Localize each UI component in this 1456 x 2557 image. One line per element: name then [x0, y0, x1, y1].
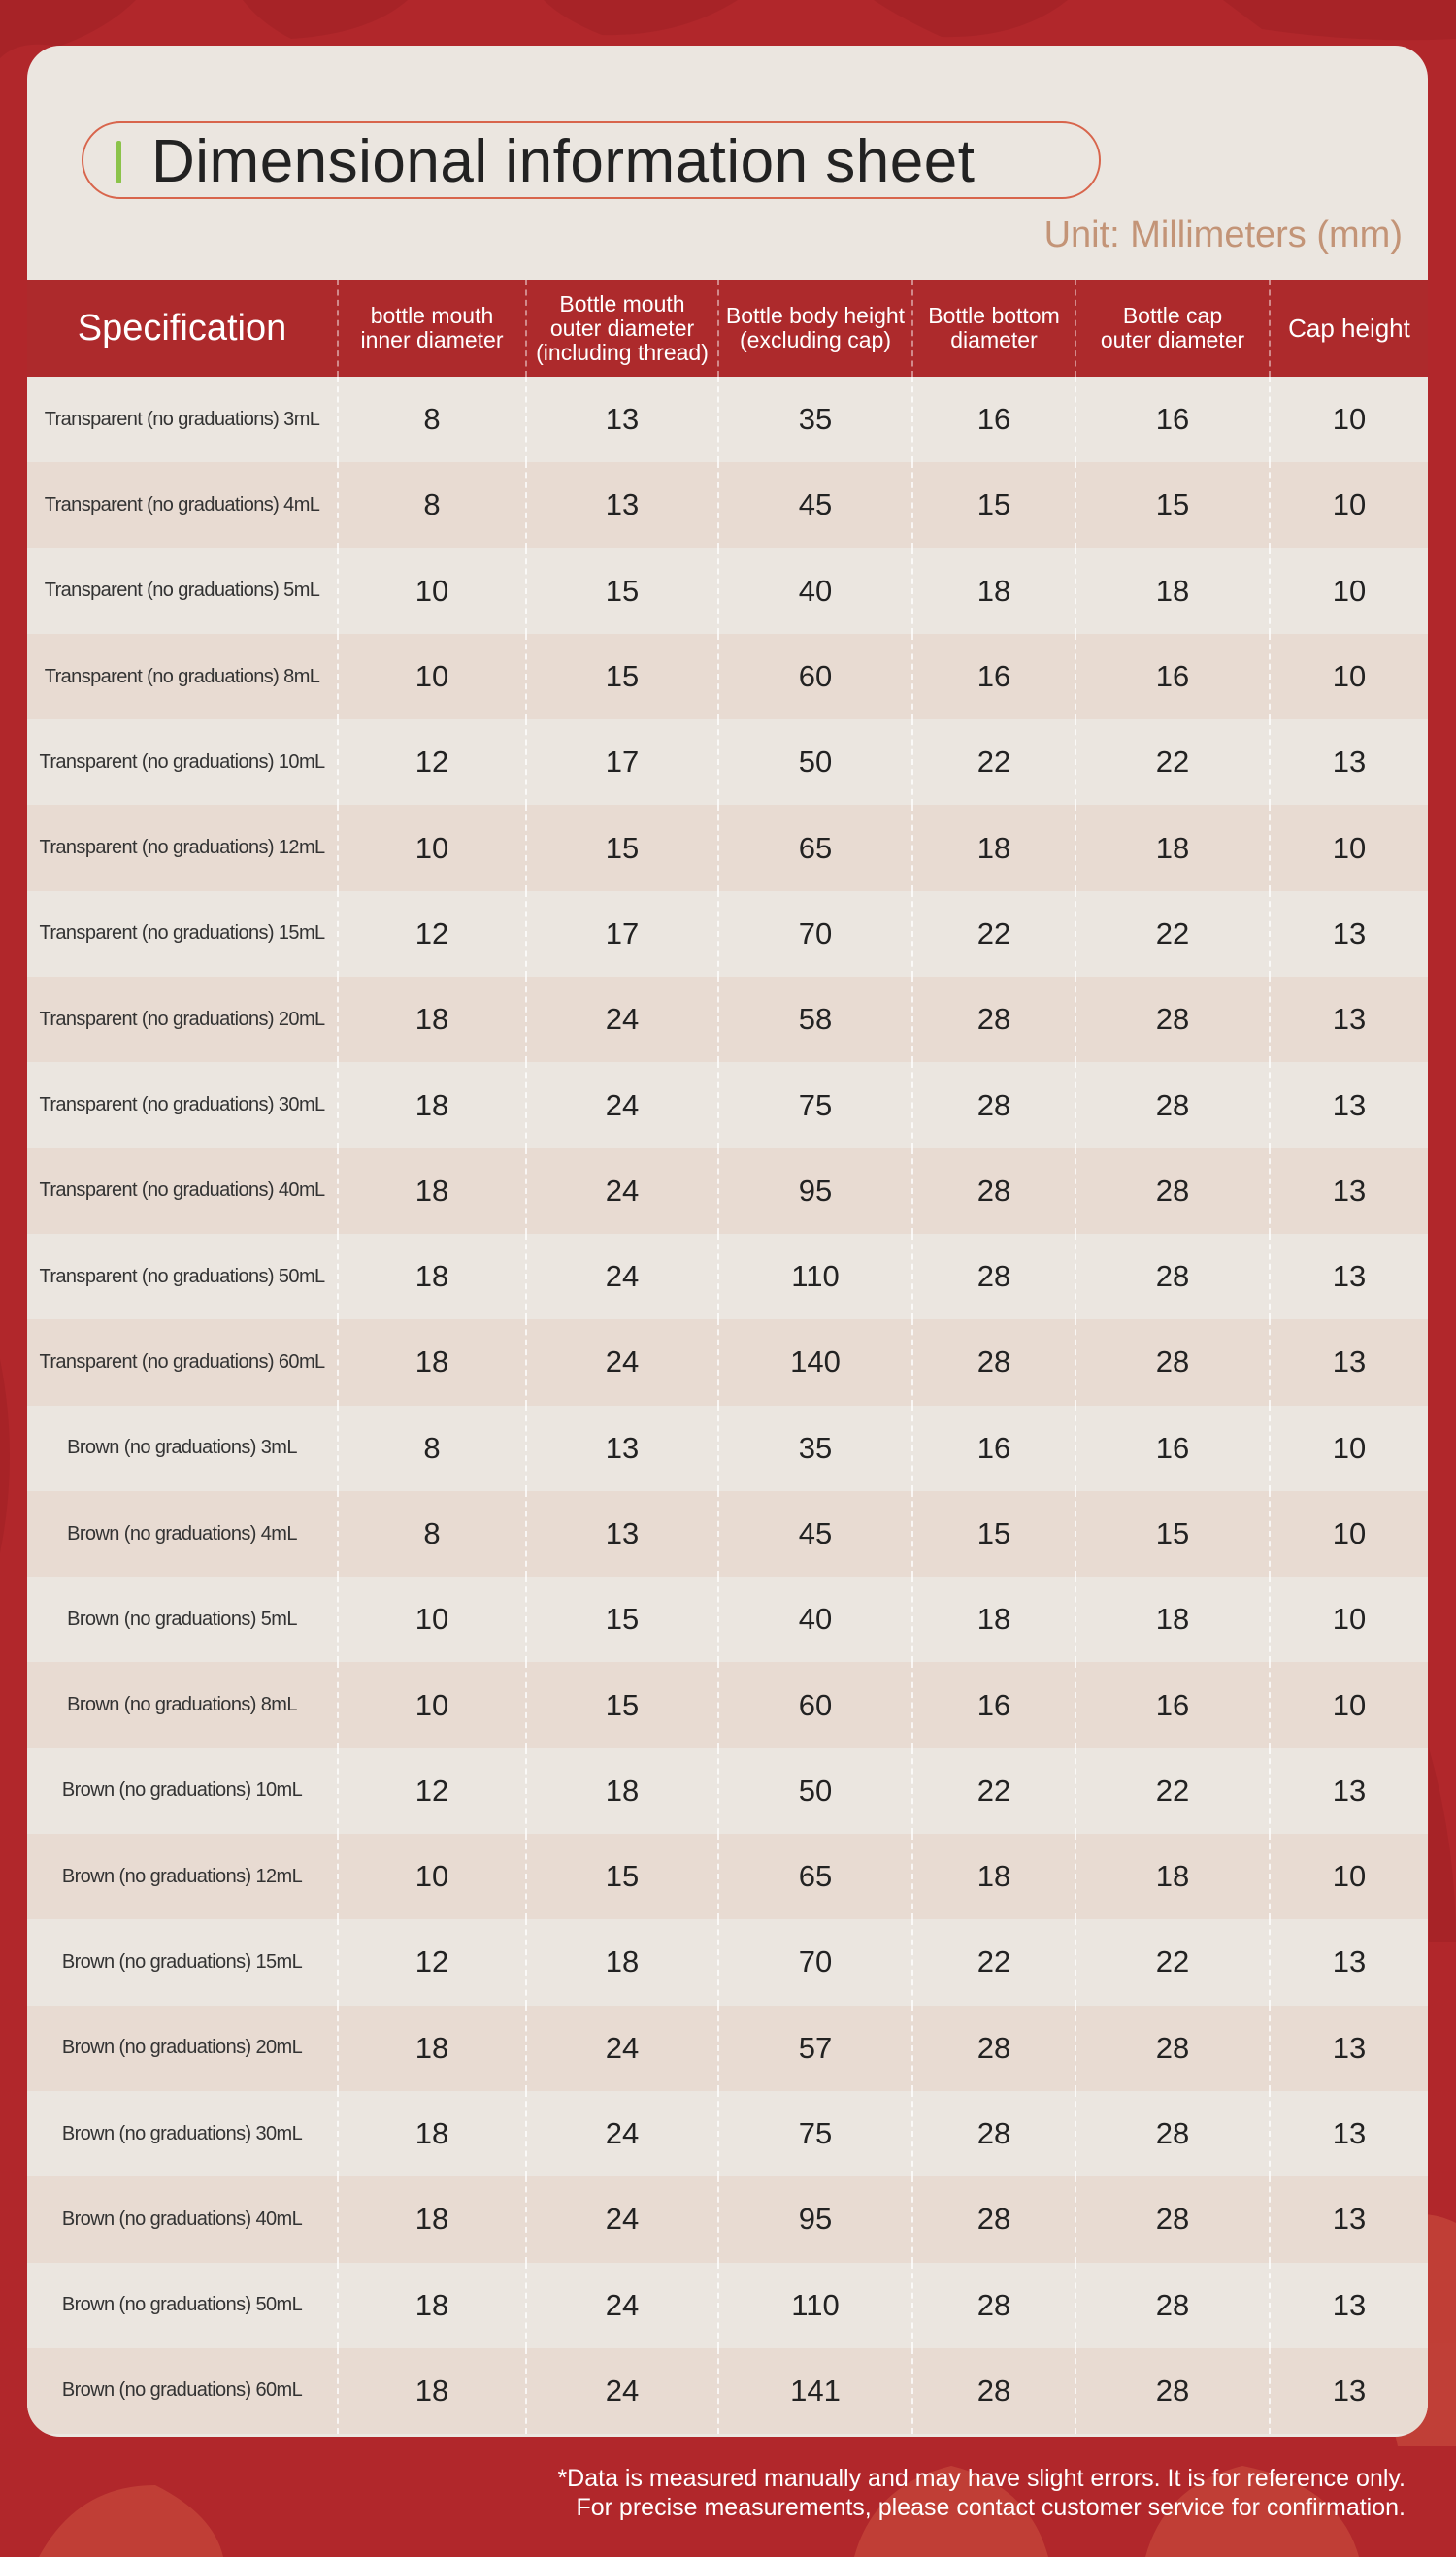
body-height-cell: 50	[718, 1748, 912, 1834]
cap-outer-cell: 16	[1075, 377, 1270, 462]
mouth-inner-cell: 8	[338, 1406, 526, 1491]
spec-cell: Brown (no graduations) 4mL	[27, 1491, 338, 1577]
bottom-diameter-cell: 15	[912, 462, 1075, 548]
cap-outer-cell: 28	[1075, 2263, 1270, 2348]
spec-cell: Brown (no graduations) 10mL	[27, 1748, 338, 1834]
header-cap-outer-diameter: Bottle cap outer diameter	[1075, 280, 1270, 377]
mouth-inner-cell: 8	[338, 377, 526, 462]
mouth-inner-cell: 10	[338, 1577, 526, 1662]
body-height-cell: 95	[718, 2176, 912, 2262]
body-height-cell: 40	[718, 1577, 912, 1662]
mouth-inner-cell: 18	[338, 2176, 526, 2262]
spec-cell: Brown (no graduations) 5mL	[27, 1577, 338, 1662]
bottom-diameter-cell: 28	[912, 2006, 1075, 2091]
body-height-cell: 70	[718, 1919, 912, 2005]
mouth-inner-cell: 8	[338, 1491, 526, 1577]
mouth-outer-cell: 24	[526, 2263, 718, 2348]
header-body-height: Bottle body height (excluding cap)	[718, 280, 912, 377]
spec-cell: Brown (no graduations) 8mL	[27, 1662, 338, 1747]
mouth-inner-cell: 10	[338, 548, 526, 634]
body-height-cell: 65	[718, 1834, 912, 1919]
body-height-cell: 75	[718, 2091, 912, 2176]
table-row	[27, 462, 1428, 548]
table-row	[27, 1834, 1428, 1919]
spec-cell: Brown (no graduations) 30mL	[27, 2091, 338, 2176]
cap-outer-cell: 28	[1075, 1062, 1270, 1147]
table-row	[27, 377, 1428, 462]
cap-height-cell: 13	[1270, 719, 1428, 805]
spec-cell: Transparent (no graduations) 50mL	[27, 1234, 338, 1319]
body-height-cell: 35	[718, 377, 912, 462]
mouth-outer-cell: 24	[526, 1319, 718, 1405]
cap-height-cell: 10	[1270, 1491, 1428, 1577]
spec-cell: Transparent (no graduations) 12mL	[27, 805, 338, 890]
mouth-outer-cell: 24	[526, 977, 718, 1062]
mouth-outer-cell: 24	[526, 1148, 718, 1234]
mouth-outer-cell: 24	[526, 2176, 718, 2262]
cap-height-cell: 10	[1270, 377, 1428, 462]
mouth-inner-cell: 18	[338, 2263, 526, 2348]
mouth-inner-cell: 18	[338, 1062, 526, 1147]
mouth-outer-cell: 24	[526, 2006, 718, 2091]
bottom-diameter-cell: 16	[912, 634, 1075, 719]
table-row	[27, 1748, 1428, 1834]
cap-outer-cell: 16	[1075, 1662, 1270, 1747]
header-cap-height: Cap height	[1270, 280, 1428, 377]
cap-outer-cell: 18	[1075, 805, 1270, 890]
header-specification: Specification	[27, 280, 338, 377]
spec-cell: Brown (no graduations) 50mL	[27, 2263, 338, 2348]
spec-cell: Transparent (no graduations) 4mL	[27, 462, 338, 548]
mouth-inner-cell: 12	[338, 1919, 526, 2005]
cap-outer-cell: 28	[1075, 1234, 1270, 1319]
mouth-inner-cell: 10	[338, 805, 526, 890]
table-header-row	[27, 280, 1428, 377]
bottom-diameter-cell: 28	[912, 1148, 1075, 1234]
footnote-line-2: For precise measurements, please contact customer service for confirmation.	[576, 2494, 1406, 2521]
spec-cell: Brown (no graduations) 3mL	[27, 1406, 338, 1491]
cap-outer-cell: 28	[1075, 2091, 1270, 2176]
mouth-outer-cell: 13	[526, 462, 718, 548]
title-pill	[82, 121, 1101, 199]
mouth-outer-cell: 24	[526, 1234, 718, 1319]
body-height-cell: 60	[718, 634, 912, 719]
bottom-diameter-cell: 28	[912, 2091, 1075, 2176]
table-row	[27, 2091, 1428, 2176]
mouth-inner-cell: 18	[338, 1148, 526, 1234]
dimension-table	[27, 280, 1428, 2434]
spec-cell: Transparent (no graduations) 8mL	[27, 634, 338, 719]
mouth-outer-cell: 15	[526, 548, 718, 634]
header-mouth-outer-diameter: Bottle mouth outer diameter (including thread)	[526, 280, 718, 377]
bottom-diameter-cell: 22	[912, 719, 1075, 805]
cap-outer-cell: 18	[1075, 1577, 1270, 1662]
bottom-diameter-cell: 22	[912, 1748, 1075, 1834]
bottom-diameter-cell: 28	[912, 1062, 1075, 1147]
cap-height-cell: 13	[1270, 977, 1428, 1062]
footnote-line-1: *Data is measured manually and may have slight errors. It is for reference only.	[557, 2465, 1406, 2492]
body-height-cell: 40	[718, 548, 912, 634]
bottom-diameter-cell: 15	[912, 1491, 1075, 1577]
mouth-outer-cell: 13	[526, 1406, 718, 1491]
table-row	[27, 2006, 1428, 2091]
spec-cell: Transparent (no graduations) 5mL	[27, 548, 338, 634]
cap-outer-cell: 28	[1075, 1148, 1270, 1234]
table-row	[27, 1148, 1428, 1234]
mouth-outer-cell: 17	[526, 719, 718, 805]
mouth-outer-cell: 15	[526, 805, 718, 890]
table-row	[27, 634, 1428, 719]
bottom-diameter-cell: 22	[912, 891, 1075, 977]
cap-height-cell: 13	[1270, 1062, 1428, 1147]
cap-height-cell: 10	[1270, 1834, 1428, 1919]
spec-cell: Transparent (no graduations) 20mL	[27, 977, 338, 1062]
mouth-outer-cell: 15	[526, 1577, 718, 1662]
table-row	[27, 2263, 1428, 2348]
dimension-sheet-card	[27, 46, 1428, 2437]
body-height-cell: 70	[718, 891, 912, 977]
bottom-diameter-cell: 28	[912, 2176, 1075, 2262]
cap-height-cell: 10	[1270, 634, 1428, 719]
table-row	[27, 1062, 1428, 1147]
cap-height-cell: 13	[1270, 2176, 1428, 2262]
bottom-diameter-cell: 16	[912, 1662, 1075, 1747]
table-row	[27, 891, 1428, 977]
cap-outer-cell: 28	[1075, 2348, 1270, 2434]
bottom-diameter-cell: 18	[912, 1577, 1075, 1662]
cap-height-cell: 13	[1270, 1148, 1428, 1234]
body-height-cell: 110	[718, 2263, 912, 2348]
cap-height-cell: 10	[1270, 462, 1428, 548]
bottom-diameter-cell: 28	[912, 2263, 1075, 2348]
bottom-diameter-cell: 22	[912, 1919, 1075, 2005]
cap-height-cell: 10	[1270, 1406, 1428, 1491]
spec-cell: Transparent (no graduations) 15mL	[27, 891, 338, 977]
body-height-cell: 45	[718, 1491, 912, 1577]
body-height-cell: 110	[718, 1234, 912, 1319]
table-row	[27, 719, 1428, 805]
mouth-outer-cell: 24	[526, 1062, 718, 1147]
table-row	[27, 1662, 1428, 1747]
mouth-outer-cell: 15	[526, 1662, 718, 1747]
header-bottom-diameter: Bottle bottom diameter	[912, 280, 1075, 377]
footnote	[557, 2464, 1406, 2522]
cap-outer-cell: 15	[1075, 462, 1270, 548]
title-accent-bar	[116, 141, 121, 183]
header-mouth-inner-diameter: bottle mouth inner diameter	[338, 280, 526, 377]
mouth-outer-cell: 13	[526, 377, 718, 462]
mouth-inner-cell: 12	[338, 719, 526, 805]
cap-outer-cell: 16	[1075, 634, 1270, 719]
cap-height-cell: 10	[1270, 1577, 1428, 1662]
body-height-cell: 50	[718, 719, 912, 805]
body-height-cell: 35	[718, 1406, 912, 1491]
table-row	[27, 2176, 1428, 2262]
body-height-cell: 140	[718, 1319, 912, 1405]
body-height-cell: 95	[718, 1148, 912, 1234]
table-row	[27, 548, 1428, 634]
cap-height-cell: 13	[1270, 1748, 1428, 1834]
cap-outer-cell: 22	[1075, 1919, 1270, 2005]
bottom-diameter-cell: 18	[912, 805, 1075, 890]
mouth-inner-cell: 10	[338, 1834, 526, 1919]
spec-cell: Brown (no graduations) 15mL	[27, 1919, 338, 2005]
mouth-outer-cell: 15	[526, 634, 718, 719]
table-row	[27, 1919, 1428, 2005]
mouth-inner-cell: 18	[338, 1319, 526, 1405]
table-row	[27, 977, 1428, 1062]
cap-height-cell: 10	[1270, 805, 1428, 890]
cap-outer-cell: 18	[1075, 1834, 1270, 1919]
cap-height-cell: 13	[1270, 1919, 1428, 2005]
mouth-outer-cell: 24	[526, 2348, 718, 2434]
table-row	[27, 1234, 1428, 1319]
spec-cell: Transparent (no graduations) 10mL	[27, 719, 338, 805]
table-row	[27, 1491, 1428, 1577]
body-height-cell: 45	[718, 462, 912, 548]
spec-cell: Brown (no graduations) 60mL	[27, 2348, 338, 2434]
body-height-cell: 58	[718, 977, 912, 1062]
cap-outer-cell: 22	[1075, 1748, 1270, 1834]
cap-height-cell: 13	[1270, 1234, 1428, 1319]
mouth-inner-cell: 18	[338, 2006, 526, 2091]
body-height-cell: 141	[718, 2348, 912, 2434]
table-row	[27, 805, 1428, 890]
page-title: Dimensional information sheet	[151, 128, 976, 195]
bottom-diameter-cell: 18	[912, 1834, 1075, 1919]
cap-height-cell: 13	[1270, 891, 1428, 977]
spec-cell: Transparent (no graduations) 3mL	[27, 377, 338, 462]
cap-outer-cell: 16	[1075, 1406, 1270, 1491]
mouth-inner-cell: 10	[338, 1662, 526, 1747]
body-height-cell: 60	[718, 1662, 912, 1747]
cap-height-cell: 13	[1270, 1319, 1428, 1405]
cap-height-cell: 10	[1270, 1662, 1428, 1747]
cap-outer-cell: 28	[1075, 977, 1270, 1062]
unit-label: Unit: Millimeters (mm)	[1043, 215, 1403, 255]
mouth-outer-cell: 15	[526, 1834, 718, 1919]
table-row	[27, 1319, 1428, 1405]
bottom-diameter-cell: 28	[912, 977, 1075, 1062]
bottom-diameter-cell: 28	[912, 1234, 1075, 1319]
spec-cell: Brown (no graduations) 12mL	[27, 1834, 338, 1919]
cap-height-cell: 13	[1270, 2348, 1428, 2434]
bottom-diameter-cell: 16	[912, 1406, 1075, 1491]
bottom-diameter-cell: 28	[912, 1319, 1075, 1405]
cap-height-cell: 10	[1270, 548, 1428, 634]
mouth-outer-cell: 18	[526, 1748, 718, 1834]
table-row	[27, 1406, 1428, 1491]
mouth-inner-cell: 10	[338, 634, 526, 719]
mouth-inner-cell: 12	[338, 1748, 526, 1834]
bottom-diameter-cell: 18	[912, 548, 1075, 634]
body-height-cell: 75	[718, 1062, 912, 1147]
body-height-cell: 65	[718, 805, 912, 890]
cap-outer-cell: 28	[1075, 1319, 1270, 1405]
mouth-inner-cell: 18	[338, 1234, 526, 1319]
spec-cell: Brown (no graduations) 40mL	[27, 2176, 338, 2262]
cap-outer-cell: 22	[1075, 891, 1270, 977]
mouth-outer-cell: 13	[526, 1491, 718, 1577]
table-row	[27, 2348, 1428, 2434]
cap-outer-cell: 18	[1075, 548, 1270, 634]
mouth-outer-cell: 18	[526, 1919, 718, 2005]
cap-height-cell: 13	[1270, 2006, 1428, 2091]
cap-outer-cell: 28	[1075, 2176, 1270, 2262]
cap-outer-cell: 22	[1075, 719, 1270, 805]
mouth-inner-cell: 12	[338, 891, 526, 977]
spec-cell: Transparent (no graduations) 30mL	[27, 1062, 338, 1147]
bottom-diameter-cell: 16	[912, 377, 1075, 462]
mouth-inner-cell: 8	[338, 462, 526, 548]
cap-height-cell: 13	[1270, 2091, 1428, 2176]
bottom-diameter-cell: 28	[912, 2348, 1075, 2434]
cap-height-cell: 13	[1270, 2263, 1428, 2348]
body-height-cell: 57	[718, 2006, 912, 2091]
mouth-outer-cell: 17	[526, 891, 718, 977]
table-row	[27, 1577, 1428, 1662]
cap-outer-cell: 28	[1075, 2006, 1270, 2091]
spec-cell: Transparent (no graduations) 60mL	[27, 1319, 338, 1405]
spec-cell: Transparent (no graduations) 40mL	[27, 1148, 338, 1234]
cap-outer-cell: 15	[1075, 1491, 1270, 1577]
mouth-inner-cell: 18	[338, 977, 526, 1062]
mouth-inner-cell: 18	[338, 2348, 526, 2434]
spec-cell: Brown (no graduations) 20mL	[27, 2006, 338, 2091]
mouth-outer-cell: 24	[526, 2091, 718, 2176]
mouth-inner-cell: 18	[338, 2091, 526, 2176]
